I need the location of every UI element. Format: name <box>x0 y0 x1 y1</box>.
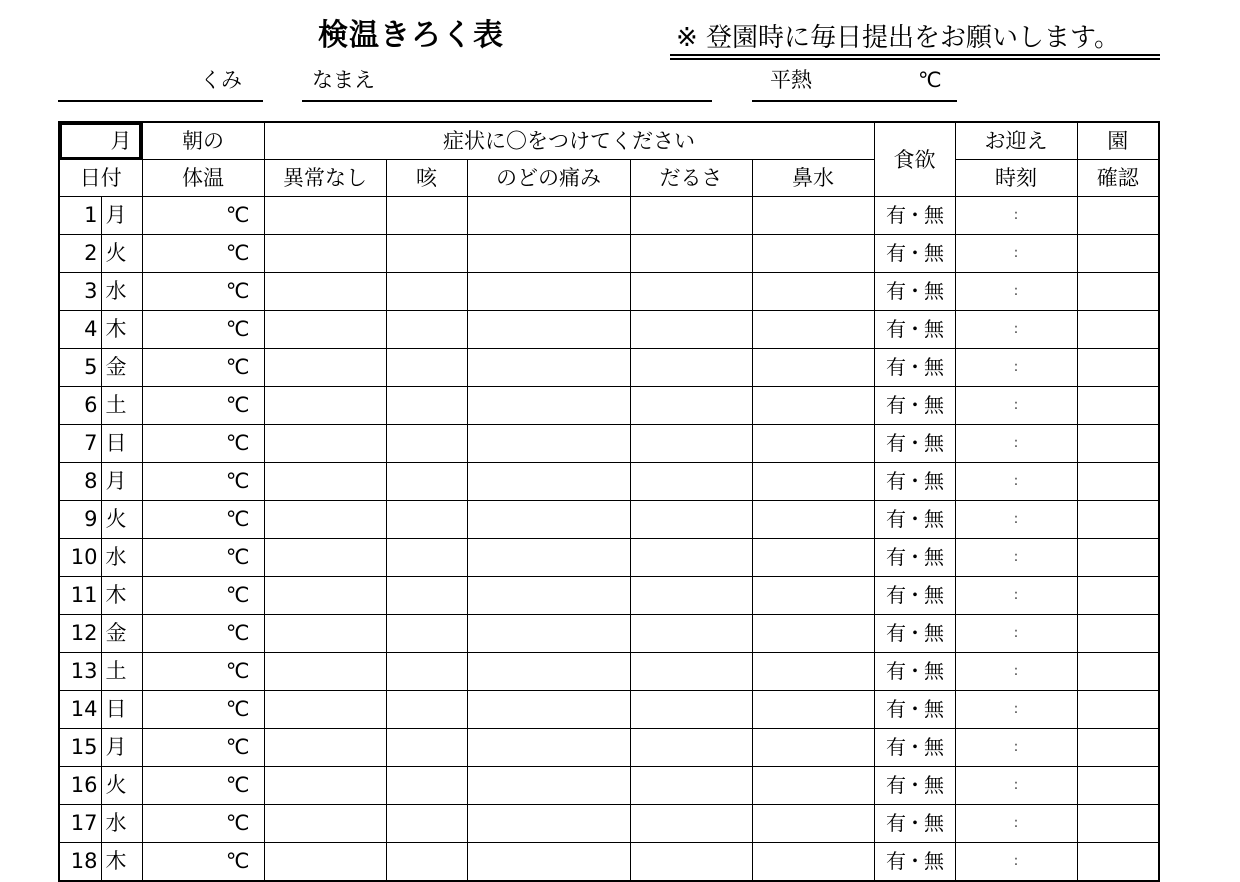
symptom-cell-fatigue[interactable] <box>630 311 752 349</box>
notice-underline-top <box>670 54 1160 56</box>
pickup-time-cell[interactable]: : <box>955 805 1077 843</box>
day-cell: 13 <box>59 653 101 691</box>
symptom-cell-runny-nose[interactable] <box>752 349 874 387</box>
symptom-cell-cough[interactable] <box>386 805 467 843</box>
symptom-cell-sore-throat[interactable] <box>467 615 630 653</box>
day-cell: 15 <box>59 729 101 767</box>
symptom-cell-normal[interactable] <box>264 615 386 653</box>
school-check-cell[interactable] <box>1077 539 1159 577</box>
table-row <box>59 311 1159 349</box>
symptom-cell-cough[interactable] <box>386 653 467 691</box>
pickup-time-cell[interactable]: : <box>955 463 1077 501</box>
school-check-header-line1: 園 <box>1077 122 1159 160</box>
weekday-cell: 木 <box>101 311 142 349</box>
symptom-header-fatigue: だるさ <box>630 160 752 197</box>
symptom-cell-fatigue[interactable] <box>630 273 752 311</box>
appetite-cell[interactable]: 有・無 <box>874 729 955 767</box>
normal-temp-label: 平熱 <box>770 68 812 92</box>
weekday-cell: 水 <box>101 273 142 311</box>
appetite-cell[interactable]: 有・無 <box>874 425 955 463</box>
symptom-cell-normal[interactable] <box>264 387 386 425</box>
table-row <box>59 501 1159 539</box>
symptom-cell-runny-nose[interactable] <box>752 729 874 767</box>
symptom-cell-fatigue[interactable] <box>630 691 752 729</box>
symptom-cell-cough[interactable] <box>386 615 467 653</box>
temperature-cell[interactable]: ℃ <box>142 615 264 653</box>
symptom-cell-runny-nose[interactable] <box>752 691 874 729</box>
symptom-cell-cough[interactable] <box>386 425 467 463</box>
table-row <box>59 463 1159 501</box>
pickup-time-cell[interactable]: : <box>955 425 1077 463</box>
symptom-cell-cough[interactable] <box>386 843 467 882</box>
symptom-cell-sore-throat[interactable] <box>467 311 630 349</box>
symptom-cell-normal[interactable] <box>264 501 386 539</box>
symptom-cell-normal[interactable] <box>264 273 386 311</box>
table-row <box>59 349 1159 387</box>
pickup-time-cell[interactable]: : <box>955 539 1077 577</box>
symptom-cell-cough[interactable] <box>386 501 467 539</box>
symptom-cell-fatigue[interactable] <box>630 615 752 653</box>
symptom-cell-runny-nose[interactable] <box>752 463 874 501</box>
symptom-cell-sore-throat[interactable] <box>467 805 630 843</box>
weekday-cell: 水 <box>101 539 142 577</box>
weekday-cell: 月 <box>101 463 142 501</box>
symptom-cell-cough[interactable] <box>386 387 467 425</box>
symptom-cell-normal[interactable] <box>264 843 386 882</box>
pickup-time-cell[interactable]: : <box>955 311 1077 349</box>
symptom-cell-cough[interactable] <box>386 463 467 501</box>
submission-notice: ※ 登園時に毎日提出をお願いします。 <box>676 23 1120 53</box>
symptom-cell-runny-nose[interactable] <box>752 767 874 805</box>
symptom-cell-sore-throat[interactable] <box>467 729 630 767</box>
temperature-cell[interactable]: ℃ <box>142 501 264 539</box>
appetite-cell[interactable]: 有・無 <box>874 501 955 539</box>
symptom-cell-runny-nose[interactable] <box>752 615 874 653</box>
symptom-cell-cough[interactable] <box>386 691 467 729</box>
pickup-time-cell[interactable]: : <box>955 387 1077 425</box>
appetite-cell[interactable]: 有・無 <box>874 197 955 235</box>
symptom-cell-sore-throat[interactable] <box>467 501 630 539</box>
day-cell: 11 <box>59 577 101 615</box>
table-row <box>59 273 1159 311</box>
temperature-cell[interactable]: ℃ <box>142 311 264 349</box>
symptom-cell-fatigue[interactable] <box>630 235 752 273</box>
symptom-cell-normal[interactable] <box>264 197 386 235</box>
temperature-cell[interactable]: ℃ <box>142 273 264 311</box>
symptom-cell-runny-nose[interactable] <box>752 501 874 539</box>
pickup-time-cell[interactable]: : <box>955 197 1077 235</box>
symptom-header-cough: 咳 <box>386 160 467 197</box>
school-check-cell[interactable] <box>1077 349 1159 387</box>
school-check-cell[interactable] <box>1077 235 1159 273</box>
symptom-cell-normal[interactable] <box>264 805 386 843</box>
temperature-cell[interactable]: ℃ <box>142 235 264 273</box>
pickup-time-cell[interactable]: : <box>955 577 1077 615</box>
appetite-cell[interactable]: 有・無 <box>874 387 955 425</box>
day-cell: 2 <box>59 235 101 273</box>
name-label: なまえ <box>312 68 375 92</box>
day-cell: 1 <box>59 197 101 235</box>
symptom-cell-sore-throat[interactable] <box>467 235 630 273</box>
name-field-line[interactable] <box>302 100 712 102</box>
symptom-cell-normal[interactable] <box>264 691 386 729</box>
symptom-cell-sore-throat[interactable] <box>467 349 630 387</box>
pickup-time-cell[interactable]: : <box>955 729 1077 767</box>
weekday-cell: 金 <box>101 349 142 387</box>
school-check-cell[interactable] <box>1077 197 1159 235</box>
symptom-cell-runny-nose[interactable] <box>752 235 874 273</box>
symptoms-group-header: 症状に〇をつけてください <box>264 122 874 160</box>
table-row <box>59 235 1159 273</box>
appetite-cell[interactable]: 有・無 <box>874 805 955 843</box>
table-row <box>59 539 1159 577</box>
class-field-line[interactable] <box>58 100 263 102</box>
page-title: 検温きろく表 <box>318 18 504 53</box>
symptom-cell-fatigue[interactable] <box>630 197 752 235</box>
symptom-cell-fatigue[interactable] <box>630 577 752 615</box>
symptom-cell-runny-nose[interactable] <box>752 577 874 615</box>
symptom-cell-sore-throat[interactable] <box>467 197 630 235</box>
symptom-cell-sore-throat[interactable] <box>467 463 630 501</box>
appetite-cell[interactable]: 有・無 <box>874 539 955 577</box>
symptom-header-sore-throat: のどの痛み <box>467 160 630 197</box>
morning-temp-header-line2: 体温 <box>142 160 264 197</box>
symptom-cell-normal[interactable] <box>264 577 386 615</box>
symptom-cell-normal[interactable] <box>264 463 386 501</box>
table-row <box>59 843 1159 882</box>
temperature-cell[interactable]: ℃ <box>142 729 264 767</box>
school-check-cell[interactable] <box>1077 311 1159 349</box>
symptom-cell-runny-nose[interactable] <box>752 539 874 577</box>
symptom-cell-fatigue[interactable] <box>630 843 752 882</box>
symptom-cell-cough[interactable] <box>386 197 467 235</box>
temperature-cell[interactable]: ℃ <box>142 653 264 691</box>
day-cell: 14 <box>59 691 101 729</box>
symptom-cell-normal[interactable] <box>264 767 386 805</box>
weekday-cell: 土 <box>101 387 142 425</box>
temperature-cell[interactable]: ℃ <box>142 805 264 843</box>
symptom-cell-normal[interactable] <box>264 729 386 767</box>
temperature-cell[interactable]: ℃ <box>142 387 264 425</box>
day-cell: 18 <box>59 843 101 882</box>
symptom-cell-runny-nose[interactable] <box>752 425 874 463</box>
school-check-cell[interactable] <box>1077 843 1159 882</box>
weekday-cell: 水 <box>101 805 142 843</box>
day-cell: 10 <box>59 539 101 577</box>
notice-underline-bottom <box>670 58 1160 60</box>
appetite-cell[interactable]: 有・無 <box>874 349 955 387</box>
symptom-cell-sore-throat[interactable] <box>467 767 630 805</box>
morning-temp-header-line1: 朝の <box>142 122 264 160</box>
day-cell: 9 <box>59 501 101 539</box>
table-row <box>59 425 1159 463</box>
school-check-cell[interactable] <box>1077 615 1159 653</box>
pickup-time-cell[interactable]: : <box>955 843 1077 882</box>
symptom-cell-sore-throat[interactable] <box>467 653 630 691</box>
normal-temp-field-line[interactable] <box>752 100 957 102</box>
appetite-header: 食欲 <box>874 122 955 197</box>
appetite-cell[interactable]: 有・無 <box>874 577 955 615</box>
pickup-time-cell[interactable]: : <box>955 349 1077 387</box>
temperature-cell[interactable]: ℃ <box>142 577 264 615</box>
temperature-record-table <box>58 121 1160 882</box>
symptom-header-runny-nose: 鼻水 <box>752 160 874 197</box>
temperature-cell[interactable]: ℃ <box>142 843 264 882</box>
pickup-time-cell[interactable]: : <box>955 501 1077 539</box>
table-body <box>59 197 1159 882</box>
temperature-cell[interactable]: ℃ <box>142 197 264 235</box>
table-row <box>59 691 1159 729</box>
school-check-header-line2: 確認 <box>1077 160 1159 197</box>
day-cell: 5 <box>59 349 101 387</box>
symptom-cell-sore-throat[interactable] <box>467 425 630 463</box>
date-header: 日付 <box>59 160 142 197</box>
appetite-cell[interactable]: 有・無 <box>874 463 955 501</box>
day-cell: 12 <box>59 615 101 653</box>
table-row <box>59 577 1159 615</box>
class-label: くみ <box>200 68 242 92</box>
symptom-cell-cough[interactable] <box>386 311 467 349</box>
month-input-cell[interactable]: 月 <box>59 122 142 160</box>
appetite-cell[interactable]: 有・無 <box>874 843 955 882</box>
symptom-cell-cough[interactable] <box>386 729 467 767</box>
table-row <box>59 653 1159 691</box>
day-cell: 3 <box>59 273 101 311</box>
symptom-header-normal: 異常なし <box>264 160 386 197</box>
appetite-cell[interactable]: 有・無 <box>874 311 955 349</box>
symptom-cell-normal[interactable] <box>264 425 386 463</box>
table-row <box>59 615 1159 653</box>
weekday-cell: 土 <box>101 653 142 691</box>
weekday-cell: 日 <box>101 425 142 463</box>
symptom-cell-fatigue[interactable] <box>630 349 752 387</box>
symptom-cell-cough[interactable] <box>386 767 467 805</box>
school-check-cell[interactable] <box>1077 387 1159 425</box>
appetite-cell[interactable]: 有・無 <box>874 653 955 691</box>
symptom-cell-sore-throat[interactable] <box>467 387 630 425</box>
normal-temp-unit: ℃ <box>918 68 942 92</box>
symptom-cell-cough[interactable] <box>386 349 467 387</box>
symptom-cell-cough[interactable] <box>386 577 467 615</box>
symptom-cell-normal[interactable] <box>264 235 386 273</box>
table-row <box>59 805 1159 843</box>
weekday-cell: 火 <box>101 501 142 539</box>
day-cell: 7 <box>59 425 101 463</box>
symptom-cell-sore-throat[interactable] <box>467 843 630 882</box>
symptom-cell-fatigue[interactable] <box>630 805 752 843</box>
temperature-cell[interactable]: ℃ <box>142 767 264 805</box>
symptom-cell-fatigue[interactable] <box>630 653 752 691</box>
weekday-cell: 金 <box>101 615 142 653</box>
day-cell: 16 <box>59 767 101 805</box>
pickup-time-cell[interactable]: : <box>955 691 1077 729</box>
school-check-cell[interactable] <box>1077 653 1159 691</box>
weekday-cell: 木 <box>101 843 142 882</box>
appetite-cell[interactable]: 有・無 <box>874 691 955 729</box>
school-check-cell[interactable] <box>1077 501 1159 539</box>
school-check-cell[interactable] <box>1077 577 1159 615</box>
weekday-cell: 月 <box>101 729 142 767</box>
pickup-time-cell[interactable]: : <box>955 615 1077 653</box>
appetite-cell[interactable]: 有・無 <box>874 615 955 653</box>
symptom-cell-runny-nose[interactable] <box>752 805 874 843</box>
weekday-cell: 火 <box>101 235 142 273</box>
symptom-cell-normal[interactable] <box>264 311 386 349</box>
temperature-cell[interactable]: ℃ <box>142 425 264 463</box>
pickup-time-cell[interactable]: : <box>955 235 1077 273</box>
symptom-cell-fatigue[interactable] <box>630 729 752 767</box>
school-check-cell[interactable] <box>1077 691 1159 729</box>
day-cell: 8 <box>59 463 101 501</box>
symptom-cell-cough[interactable] <box>386 273 467 311</box>
school-check-cell[interactable] <box>1077 729 1159 767</box>
symptom-cell-sore-throat[interactable] <box>467 539 630 577</box>
symptom-cell-runny-nose[interactable] <box>752 387 874 425</box>
weekday-cell: 月 <box>101 197 142 235</box>
symptom-cell-sore-throat[interactable] <box>467 577 630 615</box>
pickup-header-line1: お迎え <box>955 122 1077 160</box>
school-check-cell[interactable] <box>1077 425 1159 463</box>
day-cell: 6 <box>59 387 101 425</box>
pickup-time-cell[interactable]: : <box>955 653 1077 691</box>
symptom-cell-fatigue[interactable] <box>630 501 752 539</box>
symptom-cell-fatigue[interactable] <box>630 387 752 425</box>
symptom-cell-fatigue[interactable] <box>630 463 752 501</box>
symptom-cell-runny-nose[interactable] <box>752 197 874 235</box>
temperature-cell[interactable]: ℃ <box>142 463 264 501</box>
pickup-time-cell[interactable]: : <box>955 767 1077 805</box>
symptom-cell-runny-nose[interactable] <box>752 653 874 691</box>
table-row <box>59 197 1159 235</box>
symptom-cell-normal[interactable] <box>264 349 386 387</box>
appetite-cell[interactable]: 有・無 <box>874 235 955 273</box>
symptom-cell-sore-throat[interactable] <box>467 691 630 729</box>
temperature-cell[interactable]: ℃ <box>142 539 264 577</box>
weekday-cell: 火 <box>101 767 142 805</box>
symptom-cell-runny-nose[interactable] <box>752 311 874 349</box>
table-row <box>59 729 1159 767</box>
table-row <box>59 387 1159 425</box>
temperature-cell[interactable]: ℃ <box>142 691 264 729</box>
symptom-cell-normal[interactable] <box>264 653 386 691</box>
weekday-cell: 木 <box>101 577 142 615</box>
appetite-cell[interactable]: 有・無 <box>874 767 955 805</box>
symptom-cell-normal[interactable] <box>264 539 386 577</box>
school-check-cell[interactable] <box>1077 463 1159 501</box>
school-check-cell[interactable] <box>1077 273 1159 311</box>
school-check-cell[interactable] <box>1077 767 1159 805</box>
school-check-cell[interactable] <box>1077 805 1159 843</box>
symptom-cell-runny-nose[interactable] <box>752 273 874 311</box>
symptom-cell-fatigue[interactable] <box>630 425 752 463</box>
temperature-cell[interactable]: ℃ <box>142 349 264 387</box>
symptom-cell-fatigue[interactable] <box>630 767 752 805</box>
weekday-cell: 日 <box>101 691 142 729</box>
pickup-time-cell[interactable]: : <box>955 273 1077 311</box>
day-cell: 17 <box>59 805 101 843</box>
table-row <box>59 767 1159 805</box>
day-cell: 4 <box>59 311 101 349</box>
symptom-cell-sore-throat[interactable] <box>467 273 630 311</box>
symptom-cell-runny-nose[interactable] <box>752 843 874 882</box>
symptom-cell-cough[interactable] <box>386 539 467 577</box>
appetite-cell[interactable]: 有・無 <box>874 273 955 311</box>
pickup-header-line2: 時刻 <box>955 160 1077 197</box>
symptom-cell-fatigue[interactable] <box>630 539 752 577</box>
symptom-cell-cough[interactable] <box>386 235 467 273</box>
